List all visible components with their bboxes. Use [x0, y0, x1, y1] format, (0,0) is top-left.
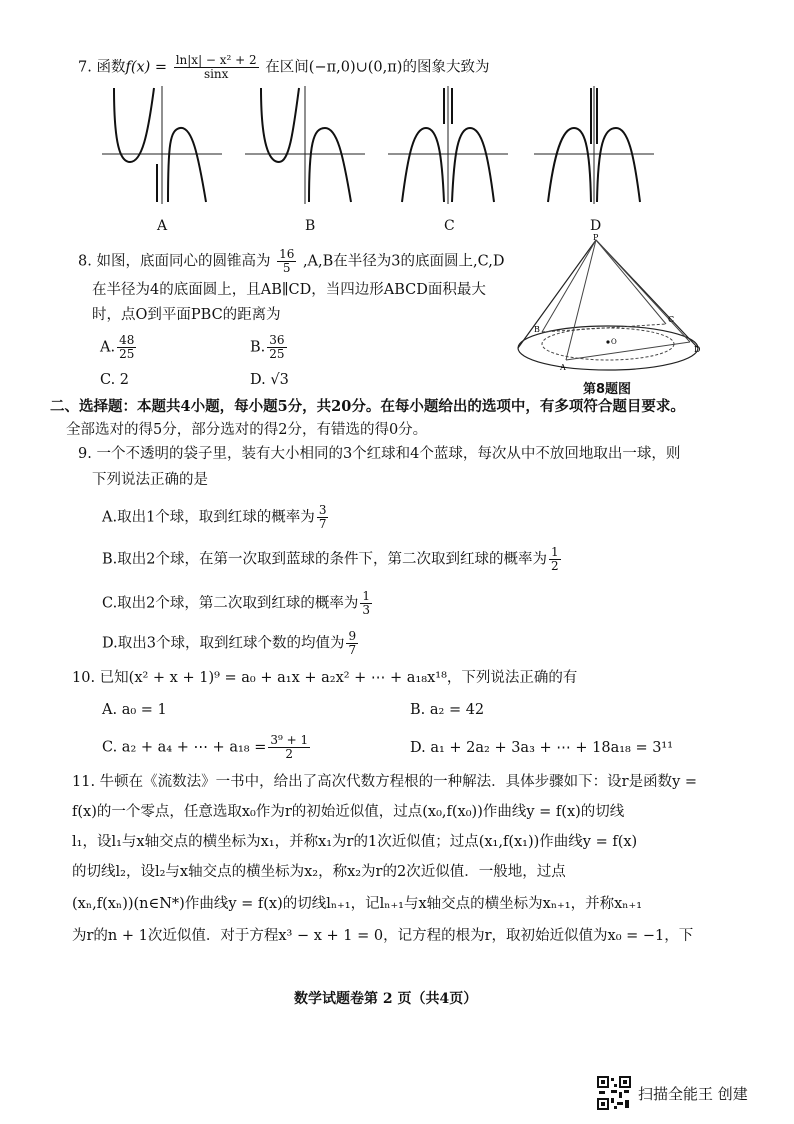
q11-line2: f(x)的一个零点，任意选取x₀作为r的初始近似值，过点(x₀,f(x₀))作曲线y = f(x)的切线	[72, 804, 625, 820]
q11-line4: 的切线l₂，设l₂与x轴交点的横坐标为x₂，称x₂为r的2次近似值．一般地，过点	[72, 864, 566, 880]
q8-option-d: D. √3	[250, 372, 289, 388]
cone-label-b: B	[534, 325, 540, 334]
cone-label-a: A	[560, 363, 566, 372]
q7-fraction: $\frac{\text{ln|x| − x² + 2}}{\sin x}$	[175, 53, 257, 81]
graph-a	[102, 84, 222, 204]
q8-line2: 在半径为4的底面圆上，且AB∥CD，当四边形ABCD面积最大	[92, 282, 486, 298]
scanner-watermark: 扫描全能王 创建	[638, 1085, 748, 1103]
q10-stem: 10. 已知(x² + x + 1)⁹ = a₀ + a₁x + a₂x² + ⋯ + a₁₈x¹⁸，下列说法正确的有	[72, 670, 578, 686]
section2-line2: 全部选对的得5分，部分选对的得2分，有错选的得0分。	[66, 422, 428, 438]
graph-a-label: A	[157, 218, 168, 234]
q9-option-a: A.取出1个球，取到红球的概率为 $\frac{3}{7}$	[102, 503, 327, 531]
q9-line2: 下列说法正确的是	[92, 472, 208, 488]
graph-c-label: C	[444, 218, 455, 234]
qr-code-icon	[597, 1076, 631, 1110]
q9-option-b: B.取出2个球，在第一次取到蓝球的条件下，第二次取到红球的概率为 $\frac{1}{2}$	[102, 545, 559, 573]
q10-option-c: C. a₂ + a₄ + ⋯ + a₁₈ = $\frac{\text{3⁹ + 1}}{2}$	[102, 733, 309, 761]
cone-label-c: C	[668, 315, 675, 324]
graph-d	[534, 84, 654, 204]
graph-b-label: B	[305, 218, 316, 234]
q8-option-c: C. 2	[100, 372, 130, 388]
q8-line1: 8. 如图，底面同心的圆锥高为 $\frac{16}{5}$ ,A,B在半径为3的底面圆上,C,D	[78, 247, 505, 275]
cone-label-o: O	[611, 338, 617, 346]
graph-c	[388, 84, 508, 204]
q8-option-a: A. $\frac{48}{25}$	[100, 333, 135, 361]
q9-option-d: D.取出3个球，取到红球个数的均值为 $\frac{9}{7}$	[102, 629, 357, 657]
q10-option-b: B. a₂ = 42	[410, 702, 485, 718]
q11-line5: (xₙ,f(xₙ))(n∈N*)作曲线y = f(x)的切线lₙ₊₁，记lₙ₊₁与x轴交点的横坐标为xₙ₊₁，并称xₙ₊₁	[72, 896, 643, 912]
q9-line1: 9. 一个不透明的袋子里，装有大小相同的3个红球和4个蓝球，每次从中不放回地取出一球，则	[78, 446, 681, 462]
q8-line3: 时，点O到平面PBC的距离为	[92, 307, 281, 323]
q11-line6: 为r的n + 1次近似值．对于方程x³ − x + 1 = 0，记方程的根为r，取初始近似值为x₀ = −1，下	[72, 928, 694, 944]
q9-option-c: C.取出2个球，第二次取到红球的概率为 $\frac{1}{3}$	[102, 589, 371, 617]
section2-line1: 二、选择题：本题共4小题，每小题5分，共20分。在每小题给出的选项中，有多项符合题目要求。	[50, 398, 685, 415]
cone-label-p: P	[593, 233, 599, 242]
cone-label-d: D	[694, 345, 701, 354]
q11-line1: 11. 牛顿在《流数法》一书中，给出了高次代数方程根的一种解法．具体步骤如下：设r是函数y =	[72, 774, 698, 790]
q8-option-b: B. $\frac{36}{25}$	[250, 333, 285, 361]
q10-option-a: A. a₀ = 1	[102, 702, 167, 718]
q11-line3: l₁，设l₁与x轴交点的横坐标为x₁，并称x₁为r的1次近似值；过点(x₁,f(x₁))作曲线y = f(x)	[72, 834, 638, 850]
graph-d-label: D	[590, 218, 602, 234]
graph-b	[245, 84, 365, 204]
q8-cone-figure	[510, 232, 706, 382]
q10-option-d: D. a₁ + 2a₂ + 3a₃ + ⋯ + 18a₁₈ = 3¹¹	[410, 740, 674, 756]
q8-figure-caption: 第8题图	[583, 382, 632, 397]
page-footer: 数学试题卷第 2 页（共4页）	[294, 991, 478, 1007]
q7-stem: 7. 函数f(x) = $\frac{\text{ln|x| − x² + 2}}{\sin x}$ 在区间(−π,0)∪(0,π)的图象大致为	[78, 53, 490, 81]
